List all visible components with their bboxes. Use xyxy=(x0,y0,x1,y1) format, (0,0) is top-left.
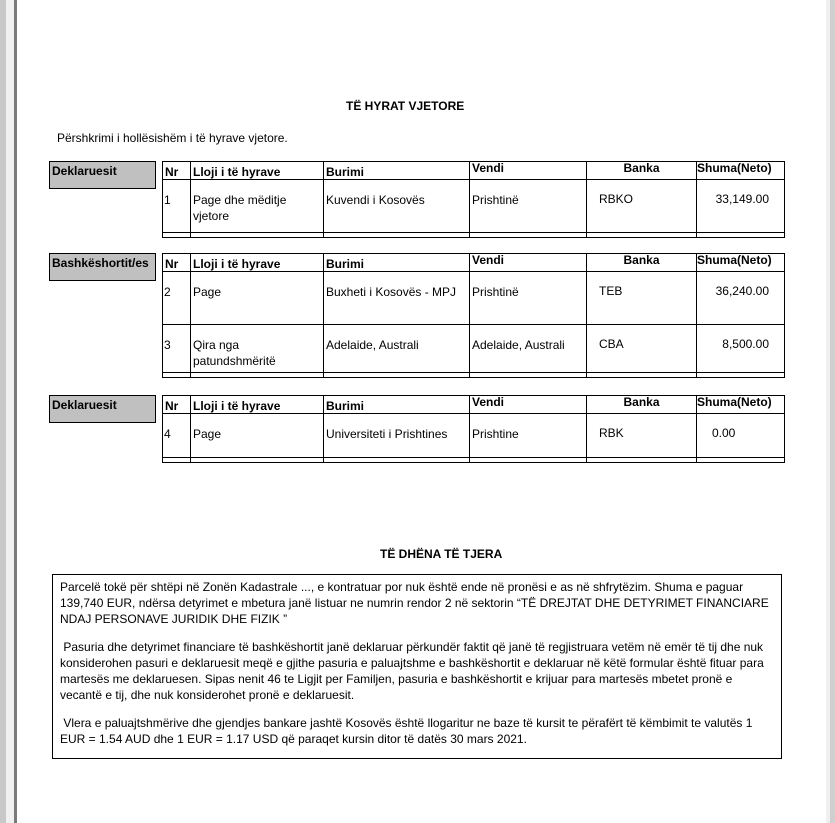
cell-place: Prishtinë xyxy=(472,285,519,299)
cell-place: Prishtine xyxy=(472,427,519,441)
col-header-amount: Shuma(Neto) xyxy=(697,254,785,272)
col-header-place: Vendi xyxy=(470,254,587,272)
col-header-amount: Shuma(Neto) xyxy=(697,396,785,414)
col-header-amount: Shuma(Neto) xyxy=(697,162,785,180)
cell-source: Adelaide, Australi xyxy=(326,338,419,352)
col-header-nr: Nr xyxy=(163,254,191,272)
col-header-place: Vendi xyxy=(470,396,587,414)
col-header-nr: Nr xyxy=(163,396,191,414)
cell-bank: RBK xyxy=(599,426,624,440)
col-header-source: Burimi xyxy=(324,254,470,272)
cell-bank: CBA xyxy=(599,337,624,351)
note-paragraph: Pasuria dhe detyrimet financiare të bashkëshortit janë deklaruar përkundër faktit që janë të regjistruara vetëm në emër të tij dhe nuk konsiderohen pasuri e deklaruesit meqë e gjithe pasuria e paluajtshme e bashkëshortit e deklaruar në këtë formular është fituar para martesës me deklaruesen. Sipas nenit 46 te Ligjit per Familjen, pasuria e bashkëshortit e krijuar para martesës mbetet pronë e vecantë e tij, dhe nuk konsiderohet pronë e deklaruesit. xyxy=(60,640,768,702)
cell-amount: 36,240.00 xyxy=(715,284,769,298)
cell-amount: 0.00 xyxy=(712,426,736,440)
note-paragraph: Parcelë tokë për shtëpi në Zonën Kadastrale ..., e kontratuar por nuk është ende në pronësi e as në shfrytëzim. Shuma e paguar 139,740 EUR, ndërsa detyrimet e mbetura janë listuar ne numrin rendor 2 në sektorin “TË DREJTAT DHE DETYRIMET FINANCIARE NDAJ PERSONAVE JURIDIK DHE FIZIK ” xyxy=(60,580,773,626)
other-data-box xyxy=(52,574,782,759)
document-page xyxy=(14,0,826,823)
table-row xyxy=(163,180,785,233)
cell-bank: TEB xyxy=(599,284,623,298)
section-label-declarant: Deklaruesit xyxy=(49,161,156,189)
col-header-source: Burimi xyxy=(324,162,470,180)
note-paragraph: Vlera e paluajtshmërive dhe gjendjes bankare jashtë Kosovës është llogaritur ne baze të kursit te përafërt të këmbimit te valutës 1 EUR = 1.54 AUD dhe 1 EUR = 1.17 USD që paraqet kursin ditor të datës 30 mars 2021. xyxy=(60,716,756,746)
section-label-spouse: Bashkëshortit/es xyxy=(49,253,156,281)
section-label-declarant-2: Deklaruesit xyxy=(49,395,156,423)
col-header-bank: Banka xyxy=(587,254,697,272)
col-header-place: Vendi xyxy=(470,162,587,180)
cell-source: Buxheti i Kosovës - MPJ xyxy=(326,285,457,299)
cell-place: Prishtinë xyxy=(472,193,519,207)
cell-type: Page xyxy=(193,285,222,299)
table-row xyxy=(163,414,785,458)
table-row xyxy=(163,325,785,373)
income-table-spouse xyxy=(162,253,785,378)
viewer-left-margin xyxy=(0,0,6,823)
cell-source: Kuvendi i Kosovës xyxy=(326,193,425,207)
cell-nr: 3 xyxy=(164,338,171,352)
col-header-nr: Nr xyxy=(163,162,191,180)
col-header-type: Lloji i të hyrave xyxy=(191,396,324,414)
page-edge xyxy=(14,0,17,823)
viewer-right-margin xyxy=(830,0,835,823)
cell-amount: 8,500.00 xyxy=(722,337,769,351)
income-intro: Përshkrimi i hollësishëm i të hyrave vjetore. xyxy=(57,131,288,145)
cell-type: Qira nga patundshmëritë xyxy=(193,338,276,368)
income-table-declarant xyxy=(162,161,785,238)
col-header-type: Lloji i të hyrave xyxy=(191,162,324,180)
cell-nr: 4 xyxy=(164,427,171,441)
cell-place: Adelaide, Australi xyxy=(472,338,565,352)
cell-type: Page xyxy=(193,427,222,441)
cell-source: Universiteti i Prishtines xyxy=(326,427,448,441)
col-header-type: Lloji i të hyrave xyxy=(191,254,324,272)
income-table-declarant-2 xyxy=(162,395,785,463)
col-header-bank: Banka xyxy=(587,396,697,414)
income-title: TË HYRAT VJETORE xyxy=(346,99,465,113)
col-header-bank: Banka xyxy=(587,162,697,180)
cell-nr: 2 xyxy=(164,285,171,299)
cell-amount: 33,149.00 xyxy=(715,192,769,206)
cell-nr: 1 xyxy=(164,193,171,207)
cell-bank: RBKO xyxy=(599,192,634,206)
table-row xyxy=(163,272,785,325)
other-data-title: TË DHËNA TË TJERA xyxy=(380,547,503,561)
col-header-source: Burimi xyxy=(324,396,470,414)
cell-type: Page dhe mëditje vjetore xyxy=(193,193,287,223)
